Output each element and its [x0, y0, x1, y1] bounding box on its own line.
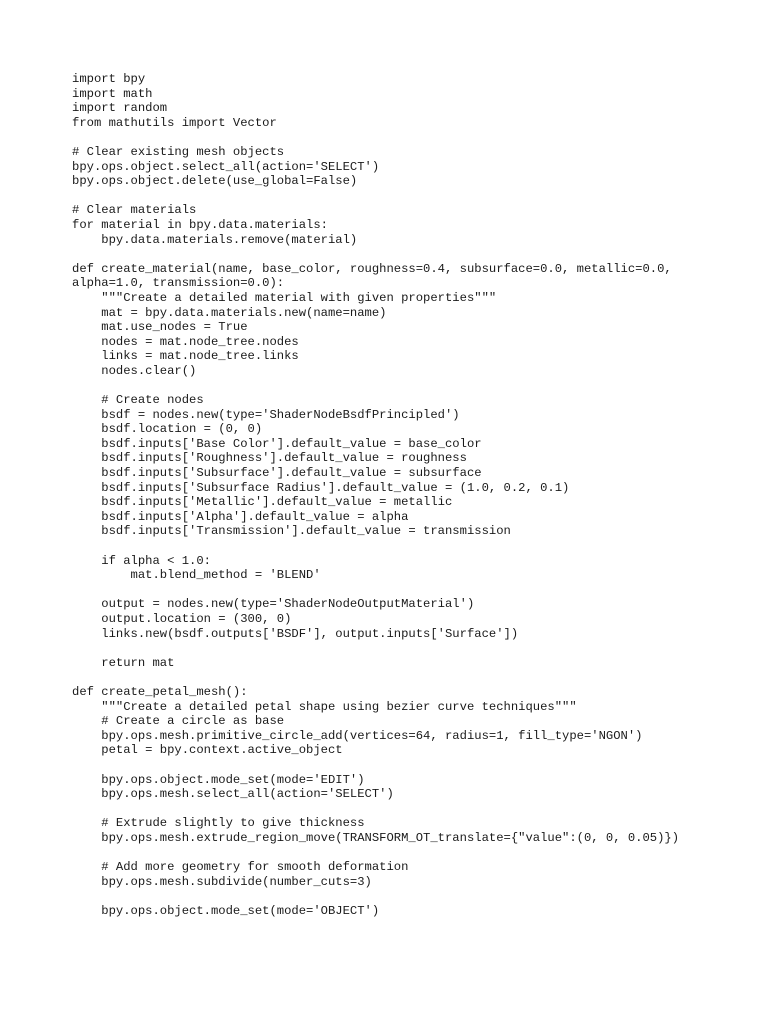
code-line: [72, 130, 762, 145]
code-line: import bpy: [72, 72, 146, 86]
code-line: [72, 247, 762, 262]
code-line: bsdf.inputs['Subsurface'].default_value = subsurface: [72, 466, 482, 481]
code-line: mat.blend_method = 'BLEND': [72, 568, 321, 583]
code-line: bpy.ops.object.select_all(action='SELECT'): [72, 159, 380, 174]
code-line: bsdf = nodes.new(type='ShaderNodeBsdfPrincipled'): [72, 407, 460, 422]
code-line: [72, 889, 762, 904]
code-line: nodes.clear(): [72, 363, 197, 378]
code-line: bpy.data.materials.remove(material): [72, 232, 358, 247]
code-line: bpy.ops.mesh.extrude_region_move(TRANSFORM_OT_translate={"value":(0, 0, 0.05)}): [72, 830, 680, 845]
code-line: links = mat.node_tree.links: [72, 349, 299, 364]
code-line: bpy.ops.object.mode_set(mode='EDIT'): [72, 772, 365, 787]
code-line: output.location = (300, 0): [72, 611, 292, 626]
code-line: return mat: [72, 655, 175, 670]
code-line: [72, 758, 762, 773]
code-line: nodes = mat.node_tree.nodes: [72, 334, 299, 349]
code-line: """Create a detailed petal shape using bezier curve techniques""": [72, 699, 577, 714]
code-line: if alpha < 1.0:: [72, 553, 211, 568]
code-line: links.new(bsdf.outputs['BSDF'], output.inputs['Surface']): [72, 626, 519, 641]
code-line: [72, 583, 762, 598]
code-line: import math: [72, 86, 153, 101]
code-line: from mathutils import Vector: [72, 115, 277, 130]
code-line: [72, 641, 762, 656]
code-line: bsdf.inputs['Roughness'].default_value = roughness: [72, 451, 467, 466]
code-line: [72, 802, 762, 817]
code-document: [72, 72, 762, 918]
code-line: # Add more geometry for smooth deformation: [72, 860, 409, 875]
code-line: import random: [72, 101, 168, 116]
code-line: bpy.ops.mesh.subdivide(number_cuts=3): [72, 874, 372, 889]
code-line: # Clear materials: [72, 203, 197, 218]
code-line: mat = bpy.data.materials.new(name=name): [72, 305, 387, 320]
code-line: bsdf.location = (0, 0): [72, 422, 263, 437]
code-line: bsdf.inputs['Transmission'].default_value = transmission: [72, 524, 511, 539]
code-line: bpy.ops.mesh.primitive_circle_add(vertices=64, radius=1, fill_type='NGON'): [72, 728, 643, 743]
code-line: bsdf.inputs['Metallic'].default_value = metallic: [72, 495, 453, 510]
code-line: bpy.ops.object.delete(use_global=False): [72, 174, 358, 189]
code-line: bsdf.inputs['Alpha'].default_value = alpha: [72, 509, 409, 524]
code-line: bpy.ops.mesh.select_all(action='SELECT'): [72, 787, 394, 802]
code-line: # Create nodes: [72, 393, 204, 408]
code-line: [72, 189, 762, 204]
code-line: bsdf.inputs['Subsurface Radius'].default_value = (1.0, 0.2, 0.1): [72, 480, 570, 495]
code-line: """Create a detailed material with given properties""": [72, 290, 497, 305]
code-line: mat.use_nodes = True: [72, 320, 248, 335]
code-line: output = nodes.new(type='ShaderNodeOutputMaterial'): [72, 597, 475, 612]
code-line: # Clear existing mesh objects: [72, 144, 285, 159]
code-line: [72, 845, 762, 860]
code-line: [72, 670, 762, 685]
code-line: bsdf.inputs['Base Color'].default_value = base_color: [72, 436, 482, 451]
code-line: def create_petal_mesh():: [72, 684, 248, 699]
code-line: petal = bpy.context.active_object: [72, 743, 343, 758]
code-line: def create_material(name, base_color, roughness=0.4, subsurface=0.0, metallic=0.0,: [72, 261, 672, 276]
code-line: for material in bpy.data.materials:: [72, 217, 328, 232]
code-line: # Extrude slightly to give thickness: [72, 816, 365, 831]
code-line: [72, 378, 762, 393]
code-line: [72, 539, 762, 554]
code-line: alpha=1.0, transmission=0.0):: [72, 276, 285, 291]
code-line: # Create a circle as base: [72, 714, 285, 729]
code-line: bpy.ops.object.mode_set(mode='OBJECT'): [72, 903, 380, 918]
